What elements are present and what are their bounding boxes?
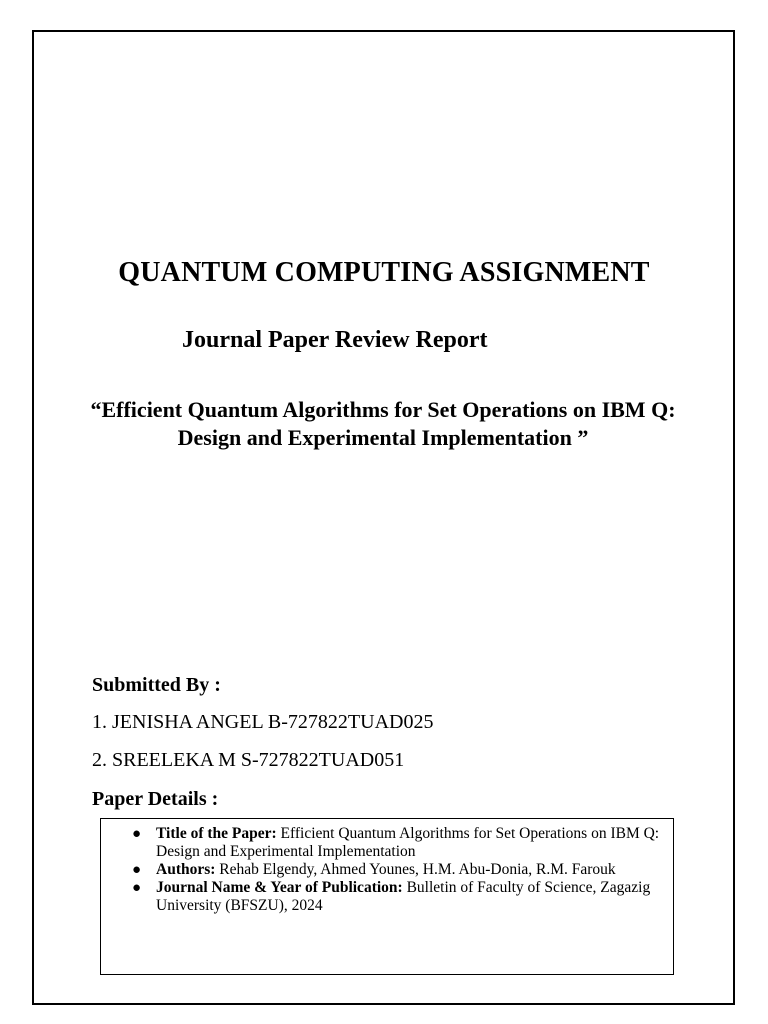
- submitted-by-label: Submitted By :: [92, 674, 221, 696]
- paper-details-label: Paper Details :: [92, 788, 219, 810]
- member-2: 2. SREELEKA M S-727822TUAD051: [92, 749, 405, 771]
- detail-key: Authors:: [156, 861, 216, 878]
- main-title: QUANTUM COMPUTING ASSIGNMENT: [118, 257, 650, 288]
- paper-details-list: [101, 819, 673, 915]
- report-subtitle: Journal Paper Review Report: [182, 327, 488, 353]
- bullet-icon: ●: [132, 880, 142, 896]
- bullet-icon: ●: [132, 826, 142, 842]
- bullet-icon: ●: [132, 862, 142, 878]
- detail-value: Rehab Elgendy, Ahmed Younes, H.M. Abu-Donia, R.M. Farouk: [215, 861, 616, 878]
- detail-value: Efficient Quantum Algorithms for Set Operations on IBM Q: Design and Experimental Implementation: [156, 825, 660, 860]
- detail-value: Bulletin of Faculty of Science, Zagazig University (BFSZU), 2024: [156, 879, 651, 914]
- detail-item-authors: [132, 861, 661, 879]
- detail-item-journal: [132, 879, 661, 915]
- paper-title-quote: “Efficient Quantum Algorithms for Set Operations on IBM Q: Design and Experimental Implementation ”: [90, 397, 676, 450]
- detail-key: Title of the Paper:: [156, 825, 277, 842]
- member-1: 1. JENISHA ANGEL B-727822TUAD025: [92, 711, 434, 733]
- detail-key: Journal Name & Year of Publication:: [156, 879, 403, 896]
- paper-details-box: [100, 818, 674, 975]
- detail-item-title: [132, 825, 661, 861]
